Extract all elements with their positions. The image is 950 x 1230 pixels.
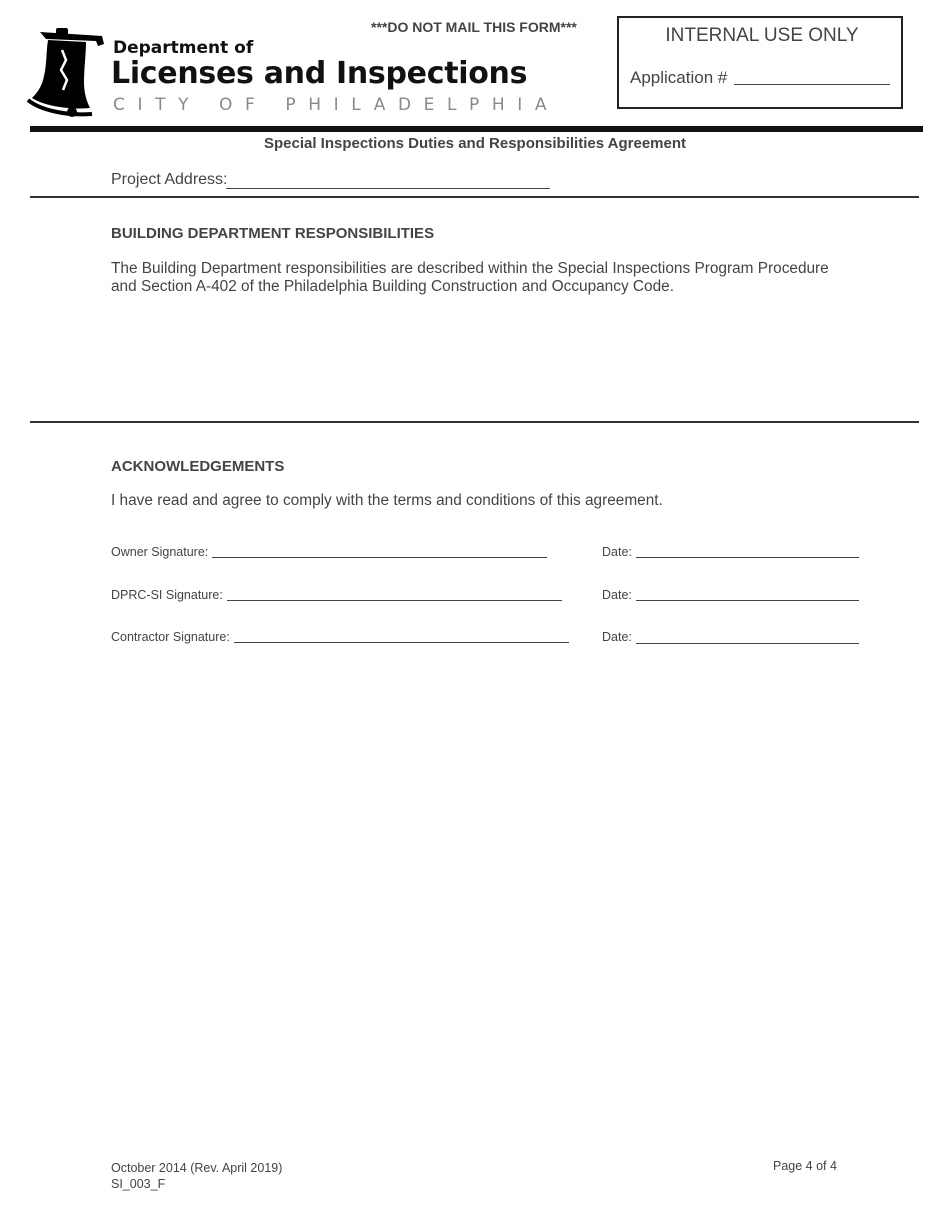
building-department-text: The Building Department responsibilities are described within the Special Inspections Program Procedure and Section A-402 of the Philadelphia Building Construction and Occupancy Code. — [111, 260, 829, 295]
section-divider — [30, 196, 919, 198]
header-divider — [30, 126, 923, 132]
building-department-heading: BUILDING DEPARTMENT RESPONSIBILITIES — [111, 225, 435, 242]
dprc-si-signature-label: DPRC-SI Signature: — [111, 588, 223, 602]
application-number-label: Application # — [630, 68, 728, 87]
contractor-date-label: Date: — [602, 630, 632, 644]
internal-use-title: INTERNAL USE ONLY — [665, 25, 859, 46]
liberty-bell-icon — [26, 26, 108, 120]
dprc-si-date-field[interactable] — [636, 600, 859, 601]
contractor-signature-label: Contractor Signature: — [111, 630, 230, 644]
application-number-field[interactable] — [734, 84, 890, 85]
section-divider — [30, 421, 919, 423]
contractor-date-field[interactable] — [636, 643, 859, 644]
footer-revision: October 2014 (Rev. April 2019) — [111, 1161, 283, 1175]
form-title: Special Inspections Duties and Responsibilities Agreement — [263, 135, 687, 152]
acknowledgements-text: I have read and agree to comply with the terms and conditions of this agreement. — [111, 492, 663, 509]
project-address-label: Project Address: — [111, 171, 228, 188]
department-name: Licenses and Inspections — [111, 56, 528, 91]
contractor-signature-field[interactable] — [234, 642, 569, 643]
project-address-field[interactable] — [226, 188, 550, 189]
do-not-mail-notice: ***DO NOT MAIL THIS FORM*** — [371, 19, 577, 35]
owner-signature-field[interactable] — [212, 557, 547, 558]
owner-signature-label: Owner Signature: — [111, 545, 209, 559]
internal-use-box — [617, 16, 903, 109]
footer-form-code: SI_003_F — [111, 1177, 166, 1191]
dprc-si-date-label: Date: — [602, 588, 632, 602]
dprc-si-signature-field[interactable] — [227, 600, 562, 601]
city-label: CITY OF PHILADELPHIA — [113, 95, 560, 115]
owner-date-field[interactable] — [636, 557, 859, 558]
footer-page-number: Page 4 of 4 — [773, 1159, 837, 1173]
acknowledgements-heading: ACKNOWLEDGEMENTS — [111, 458, 285, 475]
owner-date-label: Date: — [602, 545, 632, 559]
department-of-label: Department of — [113, 38, 254, 58]
